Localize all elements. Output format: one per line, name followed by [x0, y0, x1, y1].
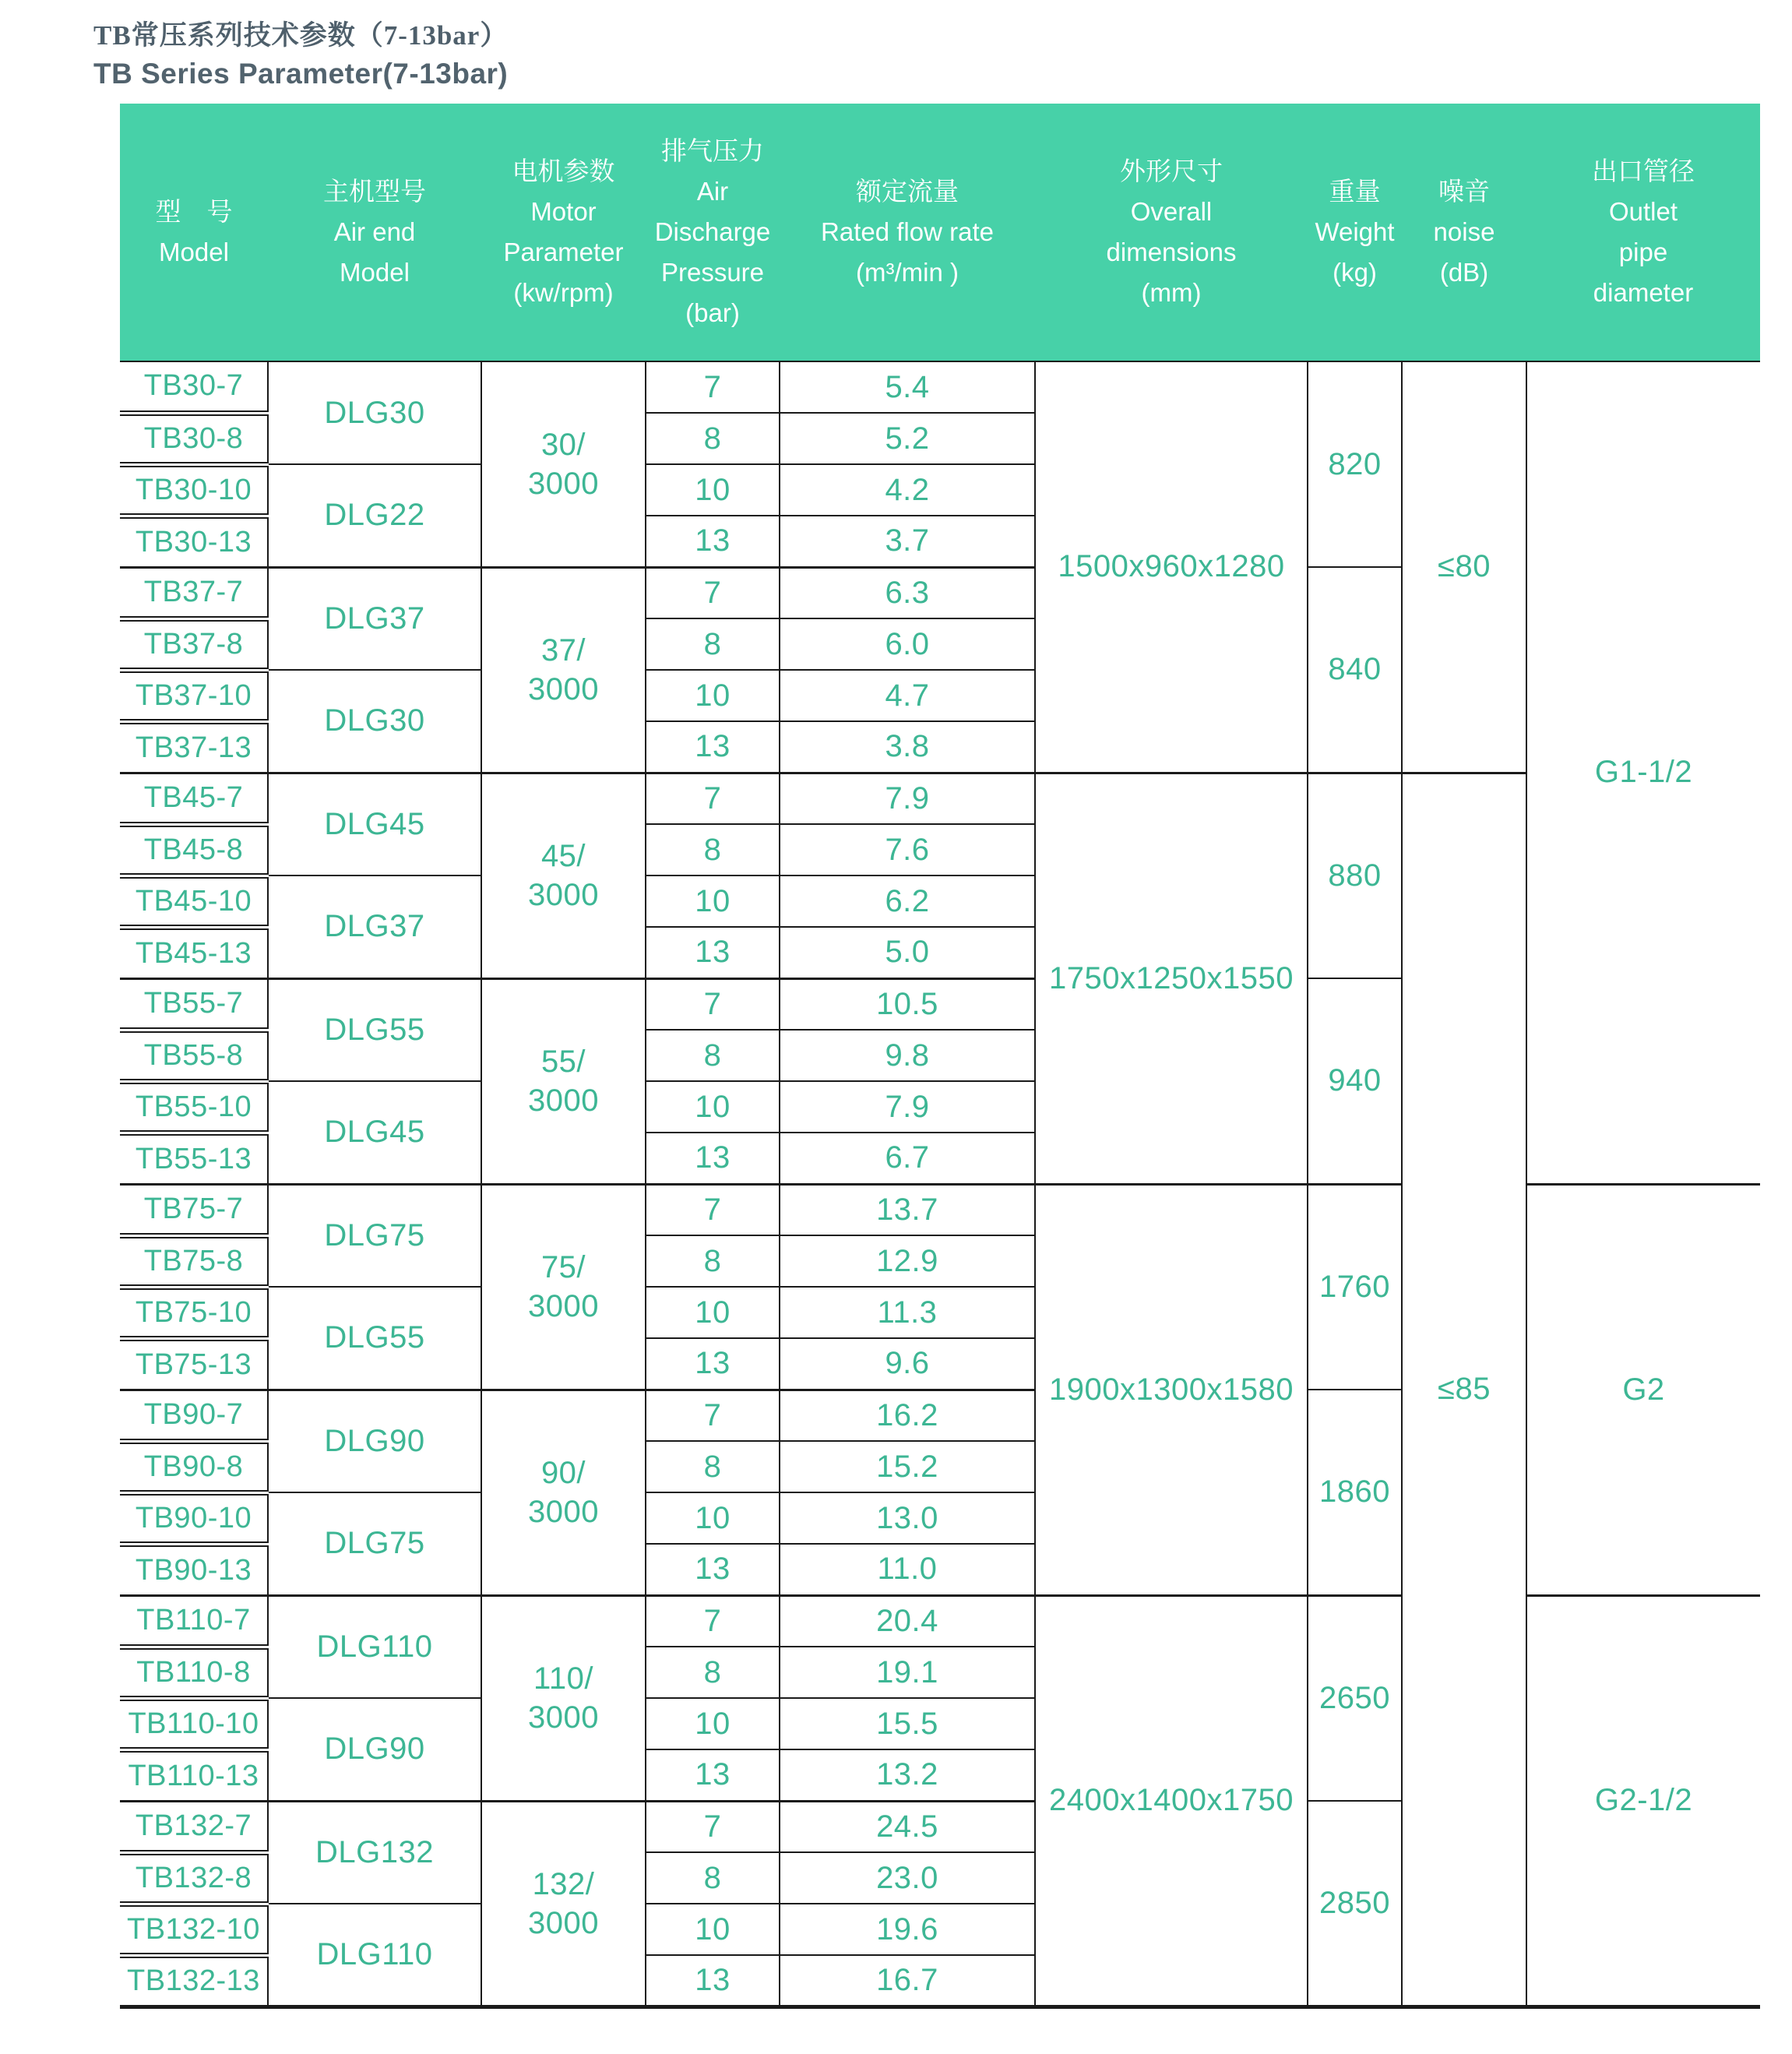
flow-cell: 11.3 [780, 1287, 1035, 1338]
airend-cell: DLG45 [268, 773, 481, 876]
pressure-cell: 10 [646, 1081, 780, 1133]
motor-line: 3000 [528, 672, 599, 706]
motor-line: 3000 [528, 878, 599, 912]
pressure-cell: 13 [646, 1955, 780, 2006]
model-cell: TB75-8 [120, 1235, 268, 1287]
model-cell: TB30-10 [120, 464, 268, 516]
airend-cell: DLG90 [268, 1698, 481, 1801]
header-label: (bar) [685, 298, 740, 328]
pressure-cell: 7 [646, 361, 780, 413]
airend-cell: DLG37 [268, 876, 481, 978]
airend-cell: DLG22 [268, 464, 481, 567]
flow-cell: 6.7 [780, 1133, 1035, 1184]
airend-cell: DLG75 [268, 1492, 481, 1595]
model-cell: TB90-10 [120, 1492, 268, 1544]
flow-cell: 13.0 [780, 1492, 1035, 1544]
pressure-cell: 7 [646, 1801, 780, 1852]
flow-cell: 23.0 [780, 1852, 1035, 1904]
motor-line: 110/ [533, 1661, 593, 1696]
flow-cell: 13.7 [780, 1184, 1035, 1235]
header-label: 型 号 [155, 196, 233, 226]
motor-line: 45/ [540, 839, 586, 873]
motor-cell [481, 361, 646, 567]
model-cell: TB45-8 [120, 824, 268, 876]
header-label: Model [340, 258, 410, 287]
pressure-cell: 10 [646, 670, 780, 721]
pressure-cell: 7 [646, 1595, 780, 1647]
airend-cell: DLG37 [268, 567, 481, 670]
weight-cell: 1860 [1308, 1390, 1402, 1595]
model-cell: TB30-8 [120, 413, 268, 464]
header-label: Pressure [660, 258, 765, 287]
model-cell: TB110-7 [120, 1595, 268, 1647]
flow-cell: 9.8 [780, 1030, 1035, 1081]
weight-cell: 2850 [1308, 1801, 1402, 2006]
flow-cell: 16.7 [780, 1955, 1035, 2006]
outlet-cell: G1-1/2 [1526, 361, 1760, 1184]
header-col-dimensions [1035, 104, 1308, 361]
motor-line: 3000 [528, 1495, 599, 1529]
header-label: Outlet [1608, 196, 1678, 226]
model-cell: TB90-13 [120, 1544, 268, 1595]
model-cell: TB110-10 [120, 1698, 268, 1749]
weight-cell: 840 [1308, 567, 1402, 773]
motor-cell [481, 1595, 646, 1801]
header-label: diameter [1593, 278, 1694, 308]
airend-cell: DLG55 [268, 978, 481, 1081]
airend-cell: DLG30 [268, 670, 481, 773]
model-cell: TB45-7 [120, 773, 268, 824]
flow-cell: 4.7 [780, 670, 1035, 721]
model-cell: TB55-13 [120, 1133, 268, 1184]
dimensions-cell: 2400x1400x1750 [1035, 1595, 1308, 2006]
header-col-model [120, 104, 268, 361]
pressure-cell: 10 [646, 1492, 780, 1544]
header-row [120, 104, 1760, 361]
weight-cell: 820 [1308, 361, 1402, 567]
airend-cell: DLG55 [268, 1287, 481, 1390]
flow-cell: 6.0 [780, 618, 1035, 670]
header-label: Air end [333, 217, 416, 246]
pressure-cell: 13 [646, 721, 780, 773]
model-cell: TB110-8 [120, 1647, 268, 1698]
header-label: 重量 [1329, 176, 1381, 206]
pressure-cell: 13 [646, 1133, 780, 1184]
model-cell: TB55-8 [120, 1030, 268, 1081]
header-col-noise [1402, 104, 1526, 361]
model-cell: TB132-13 [120, 1955, 268, 2006]
header-label: 排气压力 [661, 136, 764, 165]
motor-cell [481, 1390, 646, 1595]
header-label: Model [159, 238, 229, 266]
weight-cell: 880 [1308, 773, 1402, 978]
flow-cell: 10.5 [780, 978, 1035, 1030]
airend-cell: DLG90 [268, 1390, 481, 1492]
model-cell: TB75-10 [120, 1287, 268, 1338]
model-cell: TB30-13 [120, 516, 268, 567]
model-cell: TB45-13 [120, 927, 268, 978]
flow-cell: 11.0 [780, 1544, 1035, 1595]
header-col-pressure [646, 104, 780, 361]
flow-cell: 5.2 [780, 413, 1035, 464]
header-label: Parameter [503, 238, 624, 266]
flow-cell: 13.2 [780, 1749, 1035, 1801]
header-label: (m³/min ) [856, 258, 959, 287]
outlet-cell: G2 [1526, 1184, 1760, 1595]
flow-cell: 24.5 [780, 1801, 1035, 1852]
airend-cell: DLG30 [268, 361, 481, 464]
header-label: (mm) [1141, 278, 1202, 308]
page-title-en: TB Series Parameter(7-13bar) [93, 58, 509, 90]
pressure-cell: 13 [646, 1338, 780, 1390]
pressure-cell: 13 [646, 1544, 780, 1595]
pressure-cell: 10 [646, 1904, 780, 1955]
motor-line: 3000 [528, 1083, 599, 1118]
header-label: Weight [1315, 217, 1395, 246]
weight-cell: 2650 [1308, 1595, 1402, 1801]
table-row [120, 361, 1760, 413]
pressure-cell: 13 [646, 516, 780, 567]
pressure-cell: 8 [646, 1030, 780, 1081]
model-cell: TB132-8 [120, 1852, 268, 1904]
flow-cell: 20.4 [780, 1595, 1035, 1647]
header-label: Rated flow rate [821, 217, 994, 246]
model-cell: TB132-10 [120, 1904, 268, 1955]
model-cell: TB110-13 [120, 1749, 268, 1801]
flow-cell: 19.6 [780, 1904, 1035, 1955]
pressure-cell: 8 [646, 824, 780, 876]
model-cell: TB90-8 [120, 1441, 268, 1492]
header-col-motor [481, 104, 646, 361]
header-label: noise [1433, 217, 1495, 246]
header-label: Air [696, 176, 729, 206]
flow-cell: 6.2 [780, 876, 1035, 927]
flow-cell: 3.8 [780, 721, 1035, 773]
motor-line: 3000 [528, 1905, 599, 1940]
airend-cell: DLG45 [268, 1081, 481, 1184]
motor-cell [481, 567, 646, 773]
header-col-flow [780, 104, 1035, 361]
motor-line: 3000 [528, 466, 599, 501]
header-label: 外形尺寸 [1120, 156, 1223, 185]
pressure-cell: 7 [646, 1390, 780, 1441]
weight-cell: 940 [1308, 978, 1402, 1184]
flow-cell: 7.9 [780, 773, 1035, 824]
noise-cell: ≤85 [1402, 773, 1526, 2006]
model-cell: TB90-7 [120, 1390, 268, 1441]
flow-cell: 19.1 [780, 1647, 1035, 1698]
header-label: Motor [530, 196, 597, 226]
header-label: 电机参数 [512, 156, 615, 185]
header-label: 出口管径 [1592, 156, 1695, 185]
motor-cell [481, 1801, 646, 2006]
model-cell: TB45-10 [120, 876, 268, 927]
pressure-cell: 10 [646, 1698, 780, 1749]
table-header [120, 104, 1760, 361]
model-cell: TB132-7 [120, 1801, 268, 1852]
pressure-cell: 13 [646, 927, 780, 978]
flow-cell: 9.6 [780, 1338, 1035, 1390]
pressure-cell: 13 [646, 1749, 780, 1801]
dimensions-cell: 1750x1250x1550 [1035, 773, 1308, 1184]
pressure-cell: 8 [646, 1441, 780, 1492]
header-label: 额定流量 [856, 176, 959, 206]
model-cell: TB37-13 [120, 721, 268, 773]
motor-line: 75/ [540, 1250, 586, 1284]
parameter-table [120, 104, 1760, 2009]
model-cell: TB55-7 [120, 978, 268, 1030]
motor-line: 3000 [528, 1289, 599, 1323]
flow-cell: 15.5 [780, 1698, 1035, 1749]
pressure-cell: 10 [646, 464, 780, 516]
pressure-cell: 8 [646, 618, 780, 670]
model-cell: TB75-13 [120, 1338, 268, 1390]
model-cell: TB55-10 [120, 1081, 268, 1133]
weight-cell: 1760 [1308, 1184, 1402, 1390]
motor-line: 55/ [540, 1045, 586, 1079]
airend-cell: DLG75 [268, 1184, 481, 1287]
model-cell: TB37-10 [120, 670, 268, 721]
flow-cell: 7.6 [780, 824, 1035, 876]
header-label: dimensions [1106, 238, 1237, 266]
pressure-cell: 7 [646, 1184, 780, 1235]
header-label: (dB) [1439, 258, 1489, 287]
model-cell: TB75-7 [120, 1184, 268, 1235]
motor-line: 3000 [528, 1700, 599, 1735]
motor-line: 132/ [532, 1866, 595, 1901]
table-body [120, 361, 1760, 2006]
flow-cell: 5.4 [780, 361, 1035, 413]
flow-cell: 3.7 [780, 516, 1035, 567]
header-label: 噪音 [1438, 176, 1490, 206]
flow-cell: 7.9 [780, 1081, 1035, 1133]
noise-cell: ≤80 [1402, 361, 1526, 773]
outlet-cell: G2-1/2 [1526, 1595, 1760, 2006]
flow-cell: 16.2 [780, 1390, 1035, 1441]
header-label: (kw/rpm) [513, 278, 614, 308]
motor-line: 37/ [540, 633, 586, 668]
header-col-weight [1308, 104, 1402, 361]
header-label: Discharge [654, 217, 771, 246]
model-cell: TB37-8 [120, 618, 268, 670]
pressure-cell: 8 [646, 1235, 780, 1287]
flow-cell: 15.2 [780, 1441, 1035, 1492]
pressure-cell: 8 [646, 1647, 780, 1698]
pressure-cell: 7 [646, 978, 780, 1030]
header-label: 主机型号 [323, 176, 426, 206]
airend-cell: DLG132 [268, 1801, 481, 1904]
page-title-zh: TB常压系列技术参数（7-13bar） [93, 20, 509, 51]
header-label: pipe [1618, 238, 1668, 266]
table-row [120, 773, 1760, 824]
motor-line: 30/ [540, 427, 586, 462]
flow-cell: 4.2 [780, 464, 1035, 516]
flow-cell: 12.9 [780, 1235, 1035, 1287]
pressure-cell: 8 [646, 413, 780, 464]
pressure-cell: 10 [646, 876, 780, 927]
model-cell: TB30-7 [120, 361, 268, 413]
pressure-cell: 7 [646, 567, 780, 618]
flow-cell: 6.3 [780, 567, 1035, 618]
airend-cell: DLG110 [268, 1904, 481, 2006]
pressure-cell: 10 [646, 1287, 780, 1338]
motor-cell [481, 978, 646, 1184]
header-col-outlet [1526, 104, 1760, 361]
header-label: (kg) [1333, 258, 1377, 287]
motor-cell [481, 1184, 646, 1390]
pressure-cell: 7 [646, 773, 780, 824]
dimensions-cell: 1900x1300x1580 [1035, 1184, 1308, 1595]
header-label: Overall [1130, 196, 1213, 226]
dimensions-cell: 1500x960x1280 [1035, 361, 1308, 773]
model-cell: TB37-7 [120, 567, 268, 618]
motor-cell [481, 773, 646, 978]
motor-line: 90/ [540, 1456, 586, 1490]
airend-cell: DLG110 [268, 1595, 481, 1698]
header-col-airend [268, 104, 481, 361]
flow-cell: 5.0 [780, 927, 1035, 978]
pressure-cell: 8 [646, 1852, 780, 1904]
